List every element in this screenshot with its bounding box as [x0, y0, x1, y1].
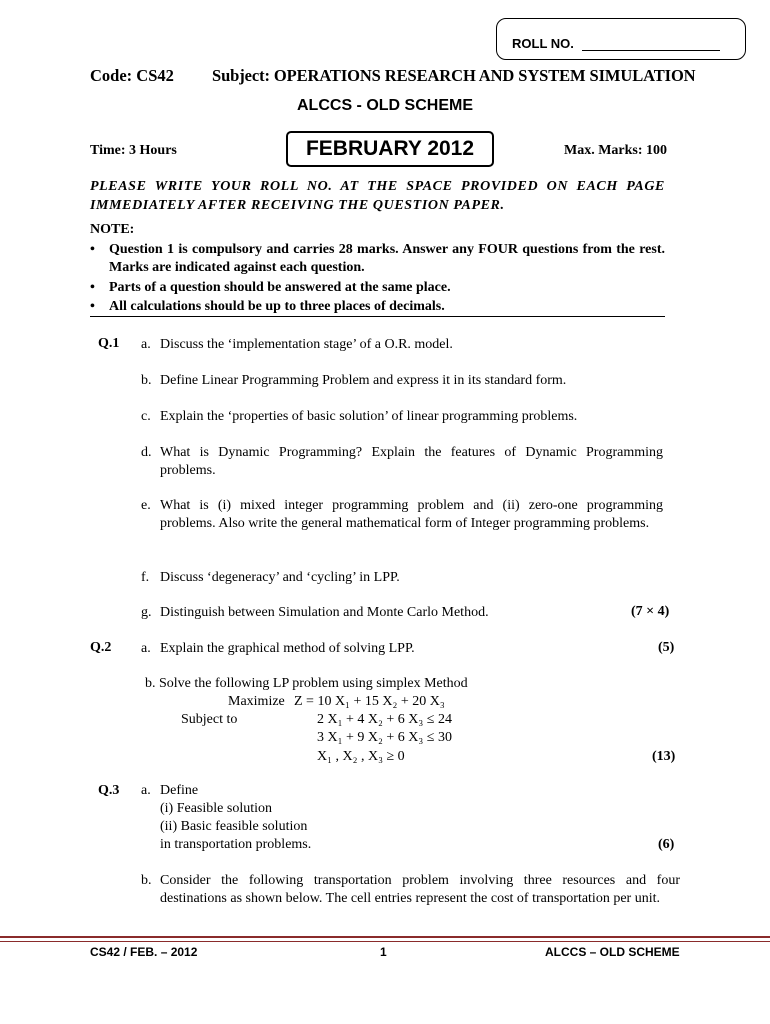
- marks-label: (7 × 4): [631, 604, 670, 619]
- note-item: [90, 298, 665, 316]
- exam-duration: Time: 3 Hours: [90, 143, 177, 158]
- part-text: in transportation problems.: [160, 837, 312, 852]
- paper-code: Code: CS42: [90, 66, 174, 85]
- question-part: [141, 408, 663, 426]
- question-part: [141, 640, 591, 658]
- part-text: Consider the following transportation problem involving three resources and four destinations as shown below. The cell entries represent the cost of transportation per unit.: [160, 873, 680, 906]
- max-marks: Max. Marks: 100: [564, 143, 668, 158]
- part-label: b.: [141, 873, 152, 888]
- part-text: b. Solve the following LP problem using simplex Method: [145, 676, 468, 691]
- part-text: Discuss ‘degeneracy’ and ‘cycling’ in LPP.: [160, 570, 400, 585]
- part-label: e.: [141, 498, 151, 513]
- roll-number-blank-line: [582, 50, 720, 51]
- part-text: Discuss the ‘implementation stage’ of a O.R. model.: [160, 337, 453, 352]
- marks-label: (5): [658, 640, 675, 655]
- page-number: 1: [380, 945, 387, 959]
- subject-to-label: Subject to: [181, 712, 238, 727]
- objective-label: Maximize: [228, 694, 285, 709]
- question-part: [141, 604, 561, 622]
- note-divider: [90, 316, 665, 317]
- part-label: c.: [141, 409, 151, 424]
- question-number: Q.1: [98, 336, 120, 351]
- question-part: [141, 444, 663, 480]
- footer-rule: [0, 936, 770, 938]
- question-number: Q.3: [98, 783, 120, 798]
- part-text: Explain the graphical method of solving LPP.: [160, 641, 415, 656]
- roll-number-label: ROLL NO.: [512, 36, 574, 51]
- footer-code: CS42 / FEB. – 2012: [90, 945, 198, 959]
- part-label: b.: [141, 373, 152, 388]
- part-label: a.: [141, 337, 151, 352]
- part-text: Distinguish between Simulation and Monte Carlo Method.: [160, 605, 489, 620]
- part-text: What is Dynamic Programming? Explain the features of Dynamic Programming problems.: [160, 445, 663, 478]
- note-item: [90, 279, 665, 297]
- part-text: (i) Feasible solution: [160, 801, 272, 816]
- note-item: [90, 241, 665, 277]
- note-title: NOTE:: [90, 222, 135, 237]
- part-text: Explain the ‘properties of basic solution’ of linear programming problems.: [160, 409, 578, 424]
- part-label: f.: [141, 570, 150, 585]
- part-text: Define Linear Programming Problem and express it in its standard form.: [160, 373, 567, 388]
- marks-label: (6): [658, 837, 675, 852]
- paper-subject: Subject: OPERATIONS RESEARCH AND SYSTEM SIMULATION: [212, 66, 696, 85]
- objective-function: Z = 10 X₁ + 15 X₂ + 20 X₃: [294, 694, 445, 709]
- footer-scheme: ALCCS – OLD SCHEME: [545, 945, 680, 959]
- constraint: 3 X₁ + 9 X₂ + 6 X₃ ≤ 30: [317, 730, 452, 745]
- part-label: a.: [141, 783, 151, 798]
- marks-label: (13): [652, 749, 676, 764]
- question-part: [141, 336, 663, 354]
- constraint: X₁ , X₂ , X₃ ≥ 0: [317, 749, 405, 764]
- note-text: Parts of a question should be answered at the same place.: [109, 280, 451, 295]
- bullet-icon: •: [90, 299, 95, 314]
- part-label: d.: [141, 445, 152, 460]
- part-text: (ii) Basic feasible solution: [160, 819, 308, 834]
- note-text: All calculations should be up to three places of decimals.: [109, 299, 445, 314]
- question-part: [141, 372, 663, 390]
- roll-number-instruction: PLEASE WRITE YOUR ROLL NO. AT THE SPACE PROVIDED ON EACH PAGE IMMEDIATELY AFTER RECEIVING THE QUESTION PAPER.: [90, 179, 665, 213]
- part-text: What is (i) mixed integer programming problem and (ii) zero-one programming problems. Also write the general mathematical form of Integer programming problems.: [160, 498, 663, 531]
- part-label: a.: [141, 641, 151, 656]
- part-text: Define: [160, 783, 199, 798]
- question-part: [141, 872, 680, 908]
- question-part: [141, 569, 663, 587]
- question-part: [141, 497, 663, 533]
- exam-date-box: FEBRUARY 2012: [286, 131, 494, 167]
- part-label: g.: [141, 605, 152, 620]
- note-text: Question 1 is compulsory and carries 28 marks. Answer any FOUR questions from the rest. Marks are indicated against each question.: [109, 242, 665, 275]
- scheme-title: ALCCS - OLD SCHEME: [297, 97, 473, 114]
- constraint: 2 X₁ + 4 X₂ + 6 X₃ ≤ 24: [317, 712, 452, 727]
- bullet-icon: •: [90, 280, 95, 295]
- bullet-icon: •: [90, 242, 95, 257]
- question-number: Q.2: [90, 640, 112, 655]
- footer-rule: [0, 941, 770, 942]
